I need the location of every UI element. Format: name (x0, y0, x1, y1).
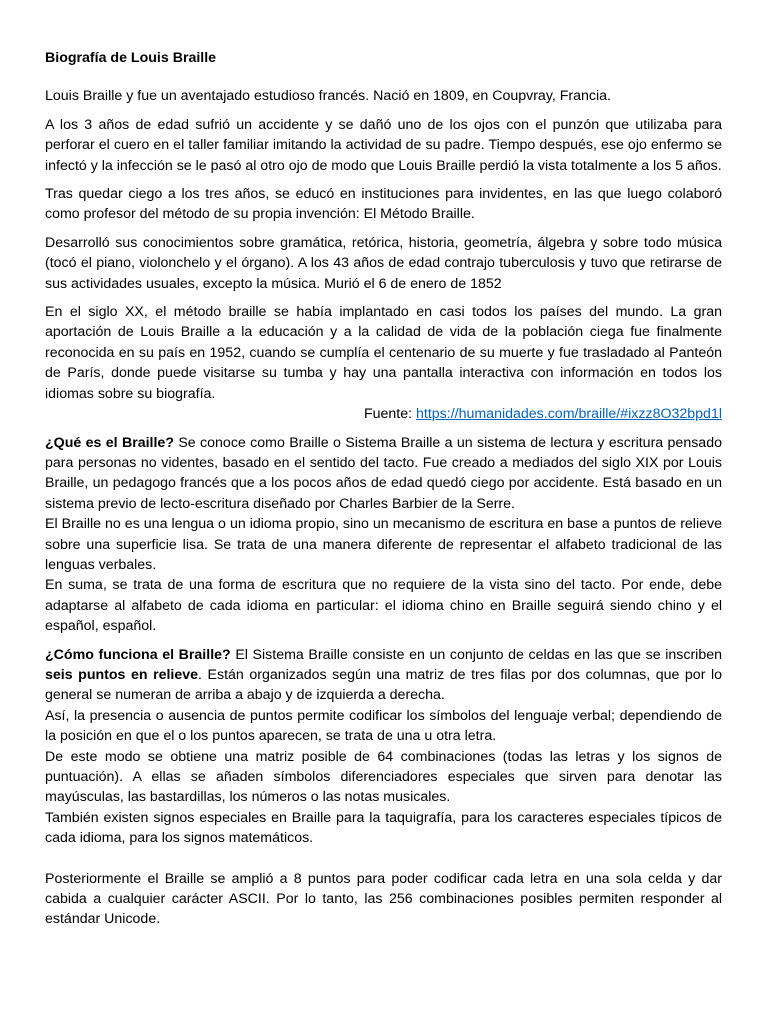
paragraph-twentieth-century: En el siglo XX, el método braille se había implantado en casi todos los países del mundo. La gran aportación de Louis Braille a la educación y a la calidad de vida de la población ciega fue finalmente reconocida en su país en 1952, cuando se cumplía el centenario de su muerte y fue trasladado al Panteón de París, donde puede visitarse su tumba y hay una pantalla interactiva con información en todos los idiomas sobre su biografía. (45, 304, 722, 402)
paragraph-accident: A los 3 años de edad sufrió un accidente y se dañó uno de los ojos con el punzón que utilizaba para perforar el cuero en el taller familiar imitando la actividad de su padre. Tiempo después, ese ojo enfermo se infectó y la infección se le pasó al otro ojo de modo que Louis Braille perdió la vista totalmente a los 5 años. (45, 116, 722, 174)
section-what-is-braille (45, 433, 722, 515)
heading-what-is-braille: ¿Qué es el Braille? (45, 434, 174, 451)
text-how-works-b: . Están organizados según una matriz de tres filas por dos columnas, que por lo general se numeran de arriba a abajo y de izquierda a derecha. (45, 666, 722, 704)
paragraph-knowledge: Desarrolló sus conocimientos sobre gramática, retórica, historia, geometría, álgebra y sobre todo música (tocó el piano, violonchelo y el órgano). A los 43 años de edad contrajo tuberculosis y tuvo que retirarse de sus actividades usuales, excepto la música. Murió el 6 de enero de 1852 (45, 234, 722, 292)
document-page (45, 48, 722, 938)
document-title: Biografía de Louis Braille (45, 50, 217, 66)
section-how-braille-works (45, 645, 722, 706)
paragraph-dot-presence: Así, la presencia o ausencia de puntos permite codificar los símbolos del lenguaje verbal; dependiendo de la posición en que el o los puntos aparecen, se trata de una u otra letra. (45, 707, 722, 745)
text-how-works-a: El Sistema Braille consiste en un conjunto de celdas en las que se inscriben (230, 646, 722, 663)
paragraph-combinations: De este modo se obtiene una matriz posible de 64 combinaciones (todas las letras y los signos de puntuación). A ellas se añaden símbolos diferenciadores especiales que sirven para denotar las mayúsculas, las bastardillas, los números o las notas musicales. (45, 748, 722, 806)
paragraph-birth: Louis Braille y fue un aventajado estudioso francés. Nació en 1809, en Coupvray, Francia. (45, 88, 611, 105)
paragraph-touch-writing: En suma, se trata de una forma de escritura que no requiere de la vista sino del tacto. Por ende, debe adaptarse al alfabeto de cada idioma en particular: el idioma chino en Braille seguirá siendo chino y el español, español. (45, 577, 722, 635)
text-what-is-braille: Se conoce como Braille o Sistema Braille a un sistema de lectura y escritura pensado para personas no videntes, basado en el sentido del tacto. Fue creado a mediados del siglo XIX por Louis Braille, un pedagogo francés que a los pocos años de edad quedó ciego por accidente. Está basado en un sistema previo de lecto-escritura diseñado por Charles Barbier de la Serre. (45, 434, 722, 512)
text-six-dots-bold: seis puntos en relieve (45, 666, 199, 683)
paragraph-not-a-language: El Braille no es una lengua o un idioma propio, sino un mecanismo de escritura en base a puntos de relieve sobre una superficie lisa. Se trata de una manera diferente de representar el alfabeto tradicional de las lenguas verbales. (45, 516, 722, 573)
blank-line (45, 849, 722, 869)
source-label: Fuente: (363, 406, 416, 423)
heading-how-braille-works: ¿Cómo funciona el Braille? (45, 646, 231, 663)
source-link[interactable]: https://humanidades.com/braille/#ixzz8O32bpd1l (416, 406, 722, 423)
paragraph-eight-dots: Posteriormente el Braille se amplió a 8 puntos para poder codificar cada letra en una sola celda y dar cabida a cualquier carácter ASCII. Por lo tanto, las 256 combinaciones posibles permiten responder al estándar Unicode. (45, 870, 722, 928)
source-line (45, 404, 722, 424)
paragraph-special-signs: También existen signos especiales en Braille para la taquigrafía, para los caracteres especiales típicos de cada idioma, para los signos matemáticos. (45, 809, 722, 847)
paragraph-education: Tras quedar ciego a los tres años, se educó en instituciones para invidentes, en las que luego colaboró como profesor del método de su propia invención: El Método Braille. (45, 186, 722, 223)
